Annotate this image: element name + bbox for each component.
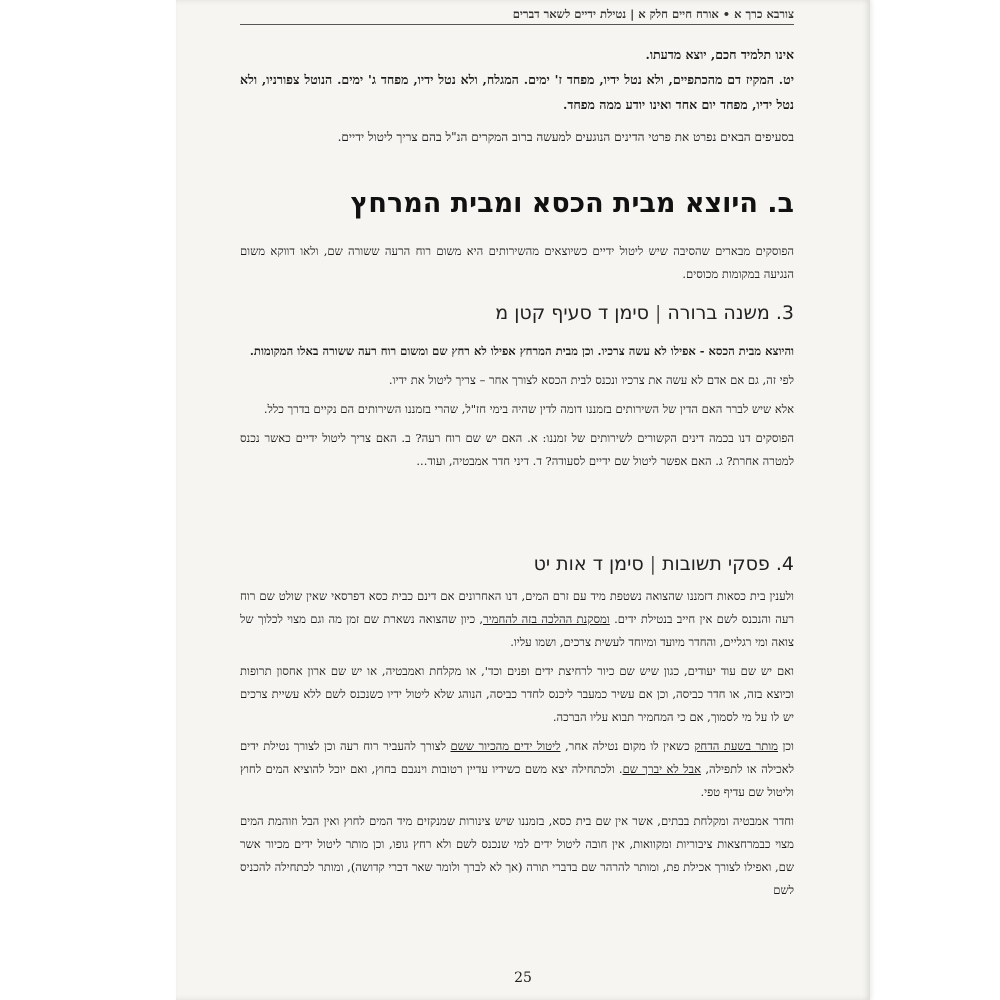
source-3-ref: סימן ד סעיף קטן מ: [495, 302, 649, 324]
source-3-p1: לפי זה, גם אם אדם לא עשה את צרכיו ונכנס לבית הכסא לצורך אחר – צריך ליטול את ידיו.: [388, 373, 794, 387]
source-4-p3-d: . ולכתחילה יצא משם כשידיו עדיין רטובות וינגבם בחוץ, ואם יוכל להוציא המים לחוץ וליטול שם עדיף טפי.: [240, 762, 794, 799]
source-3-quote: והיוצא מבית הכסא - אפילו לא עשה צרכיו. וכן מבית המרחץ אפילו לא רחץ שם ומשום רוח רעה ששורה באלו המקומות.: [249, 344, 794, 358]
book-page: [176, 0, 870, 1000]
intro-block: [240, 42, 794, 148]
source-4-p1-underlined: ומסקנת ההלכה בזה להחמיר: [483, 612, 610, 626]
source-4-heading: [240, 553, 794, 575]
bridge-paragraph: בסעיפים הבאים נפרט את פרטי הדינים הנוגעים למעשה ברוב המקרים הנ"ל בהם צריך ליטול ידיים.: [337, 130, 794, 144]
intro-line: אינו תלמיד חכם, יוצא מדעתו.: [645, 47, 794, 62]
source-3-body: [240, 340, 794, 473]
source-3-book: משנה ברורה: [667, 302, 770, 324]
section-b-title: [240, 188, 794, 219]
source-4-body: [240, 585, 794, 902]
source-4-p1: [240, 585, 794, 654]
source-4-p1-start: ולענין בית כסאות דזמננו שהצואה נשטפת מיד עם זרם המים, דנו האחרונים אם דינם כבית כסא דפרסאי שאין שולט שם רוח רעה והנכנס לשם אין חייב בנטילת ידים.: [240, 589, 794, 626]
source-4-p2: ואם יש שם עוד יעודים, כגון שיש שם כיור לרחיצת ידים ופנים וכד', או מקלחת ואמבטיה, או יש שם ארון אחסון תרופות וכיוצא בזה, או חדר כביסה, וכן אם עשיר כמעבר ליכנס לחדר כביסה, הנוהג שלא ליטול ידיו כשנכנס לשם ללא עשיית צרכים יש לו על מי לסמוך, אם כי המחמיר תבוא עליו הברכה.: [240, 664, 794, 724]
source-4-ref: סימן ד אות יט: [533, 553, 644, 575]
source-4-p4: וחדר אמבטיה ומקלחת בבתים, אשר אין שם בית כסא, בזמננו שיש צינורות שמנקזים מיד המים לחוץ ואין הבל וזוהמת המים מצוי כבמרחצאות ציבוריות ומקוואות, אין חובה ליטול ידים למי שנכנס לשם ולא רחץ גופו, וכן מותר ליטול ידים מכיור אשר שם, ואפילו לצורך אכילת פת, ומותר להרהר שם בדברי תורה (אך לא לברך ולומר שאר דברי קדושה), ומותר לכתחילה להכניס לשם: [240, 814, 794, 897]
source-4-p3-underline-3: אבל לא יברך שם: [622, 762, 701, 776]
source-4-p3-a: וכן: [778, 739, 794, 753]
source-4-number: 4.: [775, 553, 794, 575]
source-4-p1-end: , כיון שהצואה נשארת שם זמן מה וגם מצוי לכלוך של צואה ומי רגליים, והחדר מיועד ומיוחד לעשית צרכים, ושמו עליו.: [240, 612, 794, 649]
source-3-p2: אלא שיש לברר האם הדין של השירותים בזמננו דומה לדין שהיה בימי חז"ל, שהרי בזמננו השירותים הם נקיים בדרך כלל.: [263, 402, 794, 416]
page-number: 25: [514, 970, 532, 986]
source-4-book: פסקי תשובות: [662, 553, 770, 575]
divider: |: [654, 302, 662, 324]
section-b-heading: ב. היוצא מבית הכסא ומבית המרחץ: [350, 188, 794, 219]
source-4-p3: [240, 735, 794, 804]
source-4-p3-c: לצורך להעביר רוח רעה וכן לצורך נטילת ידים לאכילה או לתפילה,: [240, 739, 794, 776]
source-3-number: 3.: [775, 302, 794, 324]
running-header: צורבא כרך א • אורח חיים חלק א | נטילת ידיים לשאר דברים: [240, 7, 794, 25]
source-4-p3-underline-2: ליטול ידים מהכיור ששם: [450, 739, 561, 753]
source-3-heading: [240, 302, 794, 324]
section-b-intro: [240, 240, 794, 286]
source-3-p3: הפוסקים דנו בכמה דינים הקשורים לשירותים של זמננו: א. האם יש שם רוח רעה? ב. האם צריך ליטול ידיים כאשר נכנס למטרה אחרת? ג. האם אפשר ליטול שם ידיים לסעודה? ד. דיני חדר אמבטיה, ועוד...: [240, 431, 794, 468]
item-19: יט. המקיז דם מהכתפיים, ולא נטל ידיו, מפחד ז' ימים. המגלח, ולא נטל ידיו, מפחד ג' ימים. הנוטל צפורניו, ולא נטל ידיו, מפחד יום אחד ואינו יודע ממה מפחד.: [240, 72, 794, 112]
source-4-p3-b: כשאין לו מקום נטילה אחר,: [560, 739, 695, 753]
divider: |: [649, 553, 657, 575]
page-content: [240, 0, 794, 1000]
source-4-p3-underline-1: מותר בשעת הדחק: [694, 739, 778, 753]
section-b-intro-text: הפוסקים מבארים שהסיבה שיש ליטול ידיים כשיוצאים מהשירותים היא משום רוח הרעה ששורה שם, ולאו דווקא משום הנגיעה במקומות מכוסים.: [240, 244, 794, 281]
